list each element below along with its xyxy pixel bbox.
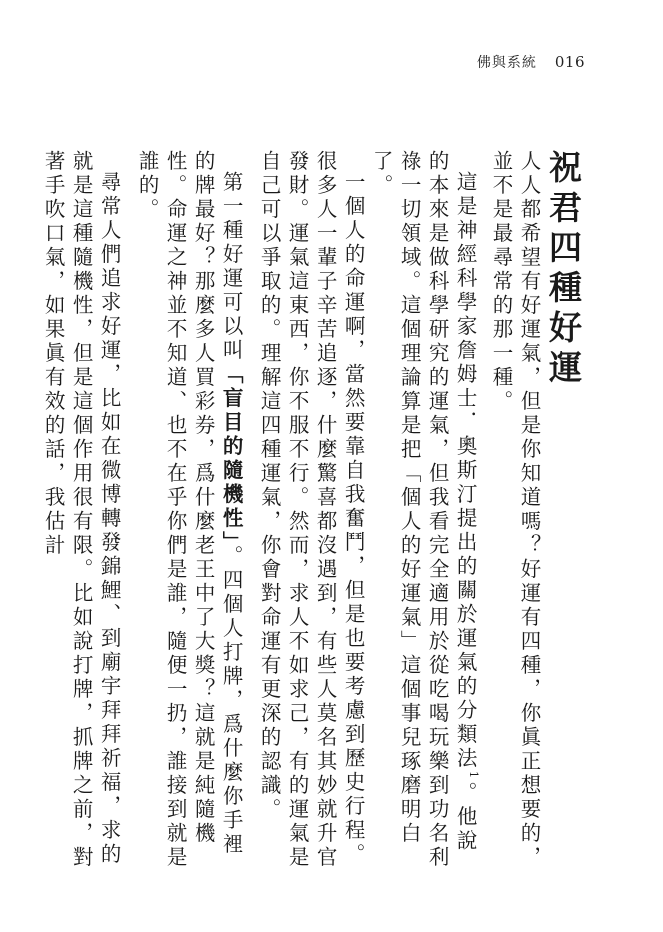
paragraph-blind-randomness-text-b: 。四個人打牌，爲什麼你手裡的牌最好？那麼多人買彩券，爲什麼老王中了大獎？這就是純隨機性。命運之神並不知道、也不在乎你們是誰，隨便一扔，誰接到就是誰的。 [135, 150, 244, 870]
paragraph-blind-randomness-text-a: 第一種好運可以叫 [219, 170, 244, 363]
running-header [477, 52, 585, 72]
footnote-marker: 1 [467, 770, 480, 781]
paragraph-austin-text-a: 這是神經科學家詹姆士．奧斯汀提出的關於運氣的分類法 [453, 170, 478, 771]
paragraph-fate: 一個人的命運啊，當然要靠自我奮鬥，但是也要考慮到歷史行程。很多人一輩子辛苦追逐，什麼驚喜都沒遇到，有些人莫名其妙就升官發財。運氣這東西，你不服不行。然而，求人不如求己，有的運氣是自己可以爭取的。理解這四種運氣，你會對命運有更深的認識。 [257, 150, 366, 870]
paragraph-austin [367, 150, 487, 870]
chapter-title: 祝君四種好運 [544, 150, 583, 390]
running-header-title: 佛與系統 [476, 55, 537, 71]
page-number: 016 [554, 53, 585, 71]
paragraph-seeking-luck: 尋常人們追求好運，比如在微博轉發錦鯉、到廟宇拜拜祈福，求的就是這種隨機性，但是這個作用很有限。比如說打牌，抓牌之前，對著手吹口氣，如果眞有效的話，我估計 [41, 150, 122, 870]
paragraph-intro: 人人都希望有好運氣，但是你知道嗎？好運有四種，你眞正想要的，並不是最尋常的那一種。 [489, 150, 541, 870]
paragraph-austin-text-b: 。他說的本來是做科學研究的運氣，但我看完全適用於從吃喝玩樂到功名利祿一切領域。這個理論算是把「個人的好運氣」這個事兒琢磨明白了。 [369, 150, 478, 870]
vertical-text-body [41, 150, 583, 870]
paragraph-blind-randomness [133, 150, 245, 870]
blind-randomness-term: 「盲目的隨機性」 [219, 362, 244, 545]
